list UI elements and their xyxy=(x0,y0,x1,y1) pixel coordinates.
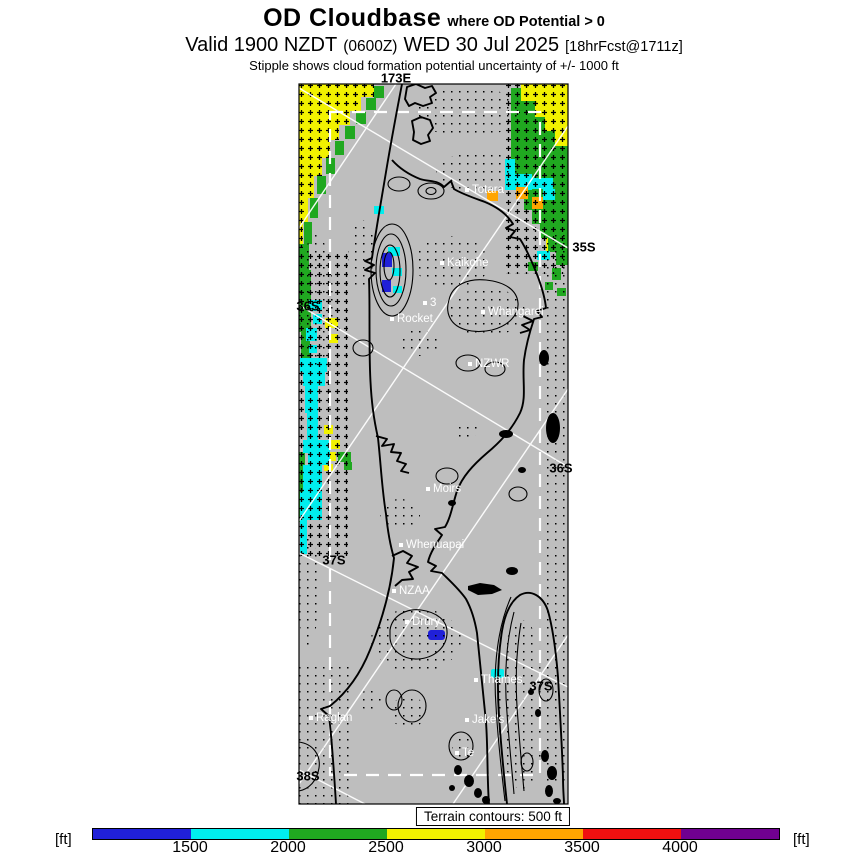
colorbar-unit-right: [ft] xyxy=(793,831,810,848)
colorbar-segment-red xyxy=(583,829,681,839)
colorbar-segment-purple xyxy=(681,829,779,839)
place-dot-icon xyxy=(392,589,396,593)
lat-label-35s: 35S xyxy=(572,239,596,255)
place-dot-icon xyxy=(423,301,427,305)
lat-label-36s-left: 36S xyxy=(296,298,320,314)
place-dot-icon xyxy=(399,543,403,547)
place-dot-icon xyxy=(309,716,313,720)
valid-date: WED 30 Jul 2025 xyxy=(403,34,560,56)
lat-label-37s-left: 37S xyxy=(322,552,346,568)
place-whenuapai: Whenuapai xyxy=(399,539,464,551)
colorbar-segment-orange xyxy=(485,829,583,839)
place-dot-icon xyxy=(481,310,485,314)
lat-label-38s: 38S xyxy=(296,768,320,784)
place-raglan: Raglan xyxy=(309,712,352,724)
terrain-contours-note: Terrain contours: 500 ft xyxy=(416,807,570,826)
title-qualifier: where OD Potential > 0 xyxy=(447,14,605,30)
place-dot-icon xyxy=(465,718,469,722)
place-dot-icon xyxy=(474,678,478,682)
place-dot-icon xyxy=(405,620,409,624)
place-kaikohe: Kaikohe xyxy=(440,257,489,269)
lat-label-37s-right: 37S xyxy=(529,678,553,694)
place-dot-icon xyxy=(426,487,430,491)
colorbar-unit-left: [ft] xyxy=(55,831,72,848)
place-dot-icon xyxy=(440,261,444,265)
place-dot-icon xyxy=(455,751,459,755)
forecast-tag: [18hrFcst@1711z] xyxy=(565,39,683,55)
valid-prefix: Valid 1900 NZDT xyxy=(185,34,338,56)
lat-label-36s-right: 36S xyxy=(549,460,573,476)
place-thames: Thames xyxy=(474,674,523,686)
lon-label-173e: 173E xyxy=(380,70,412,86)
colorbar-tick-2500: 2500 xyxy=(368,839,404,856)
stipple-subtitle: Stipple shows cloud formation potential uncertainty of +/- 1000 ft xyxy=(249,58,619,73)
place-jakes: Jake's xyxy=(465,714,504,726)
colorbar-tick-2000: 2000 xyxy=(270,839,306,856)
place-rocket: Rocket xyxy=(390,313,433,325)
colorbar-tick-1500: 1500 xyxy=(172,839,208,856)
place-drury: Drury xyxy=(405,616,440,628)
place-te: Te xyxy=(455,747,474,759)
page-title: OD Cloudbase xyxy=(263,4,442,32)
colorbar-tick-3500: 3500 xyxy=(564,839,600,856)
place-moirs: Moirs xyxy=(426,483,461,495)
place-nzwr: NZWR xyxy=(468,358,510,370)
colorbar-segment-cyan xyxy=(191,829,289,839)
colorbar-segment-green xyxy=(289,829,387,839)
place-nzaa: NZAA xyxy=(392,585,430,597)
colorbar-segment-blue xyxy=(93,829,191,839)
colorbar-tick-3000: 3000 xyxy=(466,839,502,856)
place-3: 3 xyxy=(423,297,436,309)
colorbar-tick-4000: 4000 xyxy=(662,839,698,856)
place-dot-icon xyxy=(468,362,472,366)
place-whangarei: Whangarei xyxy=(481,306,544,318)
colorbar-segment-yellow xyxy=(387,829,485,839)
place-totara: Totara xyxy=(465,184,504,196)
valid-utc: (0600Z) xyxy=(343,38,398,55)
place-dot-icon xyxy=(465,188,469,192)
place-dot-icon xyxy=(390,317,394,321)
